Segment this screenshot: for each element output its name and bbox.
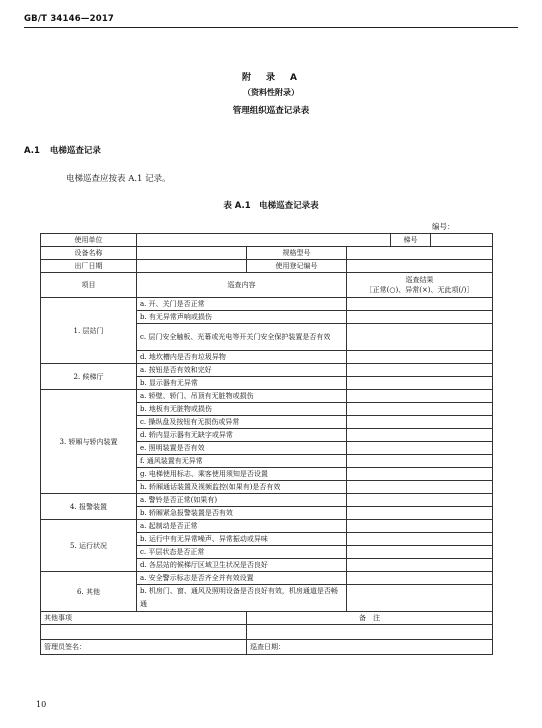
result-header-legend: ［正常(○)、异常(×)、无此项(/)］ bbox=[365, 286, 474, 294]
item-group-name: 4. 报警装置 bbox=[41, 494, 137, 520]
item-group-name: 2. 候梯厅 bbox=[41, 364, 137, 390]
check-item: b. 机房门、窗、通风及照明设备是否良好有效，机房通道是否畅通 bbox=[137, 585, 347, 612]
appendix-title: 附 录 A bbox=[242, 73, 300, 83]
registration-no-label: 使用登记编号 bbox=[247, 260, 347, 273]
model-value[interactable] bbox=[347, 247, 493, 260]
check-item: a. 轿壁、轿门、吊顶有无脏物或损伤 bbox=[137, 390, 347, 403]
table-row bbox=[41, 625, 493, 640]
model-label: 规格型号 bbox=[247, 247, 347, 260]
check-item: d. 轿内显示器有无缺字或异常 bbox=[137, 429, 347, 442]
check-result-cell[interactable] bbox=[347, 429, 493, 442]
check-item: a. 起制动是否正常 bbox=[137, 520, 347, 533]
section-number: A.1 bbox=[24, 146, 40, 156]
item-group-name: 3. 轿厢与轿内装置 bbox=[41, 390, 137, 494]
section-title: 电梯巡查记录 bbox=[49, 146, 101, 156]
table-caption: 表 A.1 电梯巡查记录表 bbox=[223, 201, 319, 211]
page-number: 10 bbox=[36, 700, 47, 709]
elevator-no-value[interactable] bbox=[431, 234, 493, 247]
appendix-subtitle: 管理组织巡查记录表 bbox=[232, 106, 310, 116]
check-result-cell[interactable] bbox=[347, 416, 493, 429]
table-row bbox=[41, 247, 493, 260]
section-heading bbox=[24, 144, 101, 156]
check-item: b. 运行中有无异常噪声、异常振动或异味 bbox=[137, 533, 347, 546]
table-row bbox=[41, 640, 493, 655]
check-result-cell[interactable] bbox=[347, 494, 493, 507]
check-item: f. 通风装置有无异常 bbox=[137, 455, 347, 468]
table-row bbox=[41, 364, 493, 377]
check-result-cell[interactable] bbox=[347, 311, 493, 324]
check-result-cell[interactable] bbox=[347, 455, 493, 468]
check-result-cell[interactable] bbox=[347, 377, 493, 390]
inspector-signature[interactable]: 管理员签名： bbox=[41, 640, 247, 655]
header-rule bbox=[24, 27, 518, 28]
check-item: c. 层门安全触板、光幕或光电等开关门安全保护装置是否有效 bbox=[137, 324, 347, 351]
check-item: e. 照明装置是否有效 bbox=[137, 442, 347, 455]
result-header bbox=[347, 273, 493, 298]
check-result-cell[interactable] bbox=[347, 403, 493, 416]
check-result-cell[interactable] bbox=[347, 533, 493, 546]
appendix-nature: （资料性附录） bbox=[243, 88, 299, 97]
check-result-cell[interactable] bbox=[347, 468, 493, 481]
check-result-cell[interactable] bbox=[347, 298, 493, 311]
check-result-cell[interactable] bbox=[347, 507, 493, 520]
check-item: b. 显示器有无异常 bbox=[137, 377, 347, 390]
table-row bbox=[41, 494, 493, 507]
serial-number-label: 编号： bbox=[432, 222, 455, 231]
check-item: b. 轿厢紧急报警装置是否有效 bbox=[137, 507, 347, 520]
check-result-cell[interactable] bbox=[347, 481, 493, 494]
inspection-table bbox=[40, 233, 493, 655]
check-item: c. 操纵盘及按钮有无损伤或异常 bbox=[137, 416, 347, 429]
table-row bbox=[41, 390, 493, 403]
check-result-cell[interactable] bbox=[347, 351, 493, 364]
inspection-date[interactable]: 巡查日期： bbox=[247, 640, 493, 655]
table-row bbox=[41, 234, 493, 247]
check-item: a. 警铃是否正常(如果有) bbox=[137, 494, 347, 507]
table-row bbox=[41, 298, 493, 311]
other-matters-label: 其他事项 bbox=[41, 612, 247, 625]
other-matters-value[interactable] bbox=[41, 625, 247, 640]
table-row bbox=[41, 520, 493, 533]
equipment-name-value[interactable] bbox=[137, 247, 247, 260]
check-result-cell[interactable] bbox=[347, 585, 493, 612]
remarks-label: 备 注 bbox=[247, 612, 493, 625]
table-row bbox=[41, 572, 493, 585]
check-item: a. 安全警示标志是否齐全并有效设置 bbox=[137, 572, 347, 585]
item-group-name: 1. 层站门 bbox=[41, 298, 137, 364]
check-result-cell[interactable] bbox=[347, 364, 493, 377]
remarks-value[interactable] bbox=[247, 625, 493, 640]
factory-date-label: 出厂日期 bbox=[41, 260, 137, 273]
result-header-title: 巡查结果 bbox=[405, 276, 434, 284]
content-header: 巡查内容 bbox=[137, 273, 347, 298]
table-row bbox=[41, 260, 493, 273]
item-group-name: 5. 运行状况 bbox=[41, 520, 137, 572]
check-result-cell[interactable] bbox=[347, 559, 493, 572]
check-result-cell[interactable] bbox=[347, 442, 493, 455]
check-item: d. 地坎槽内是否有垃圾异物 bbox=[137, 351, 347, 364]
check-item: h. 轿厢通话装置及视频监控(如果有)是否有效 bbox=[137, 481, 347, 494]
check-item: g. 电梯使用标志、乘客使用须知是否设置 bbox=[137, 468, 347, 481]
table-header-row bbox=[41, 273, 493, 298]
user-unit-label: 使用单位 bbox=[41, 234, 137, 247]
item-group-name: 6. 其他 bbox=[41, 572, 137, 612]
check-result-cell[interactable] bbox=[347, 324, 493, 351]
check-item: b. 有无异常声响或损伤 bbox=[137, 311, 347, 324]
table-row bbox=[41, 612, 493, 625]
equipment-name-label: 设备名称 bbox=[41, 247, 137, 260]
factory-date-value[interactable] bbox=[137, 260, 247, 273]
check-item: c. 平层状态是否正常 bbox=[137, 546, 347, 559]
registration-no-value[interactable] bbox=[347, 260, 493, 273]
check-result-cell[interactable] bbox=[347, 520, 493, 533]
elevator-no-label: 梯号 bbox=[391, 234, 431, 247]
body-paragraph: 电梯巡查应按表 A.1 记录。 bbox=[66, 174, 171, 184]
standard-number: GB/T 34146—2017 bbox=[24, 14, 115, 24]
check-item: a. 按钮是否有效和完好 bbox=[137, 364, 347, 377]
check-item: a. 开、关门是否正常 bbox=[137, 298, 347, 311]
check-item: b. 地板有无脏物或损伤 bbox=[137, 403, 347, 416]
check-item: d. 各层站的候梯厅区域卫生状况是否良好 bbox=[137, 559, 347, 572]
check-result-cell[interactable] bbox=[347, 390, 493, 403]
check-result-cell[interactable] bbox=[347, 546, 493, 559]
item-header: 项目 bbox=[41, 273, 137, 298]
check-result-cell[interactable] bbox=[347, 572, 493, 585]
user-unit-value[interactable] bbox=[137, 234, 391, 247]
